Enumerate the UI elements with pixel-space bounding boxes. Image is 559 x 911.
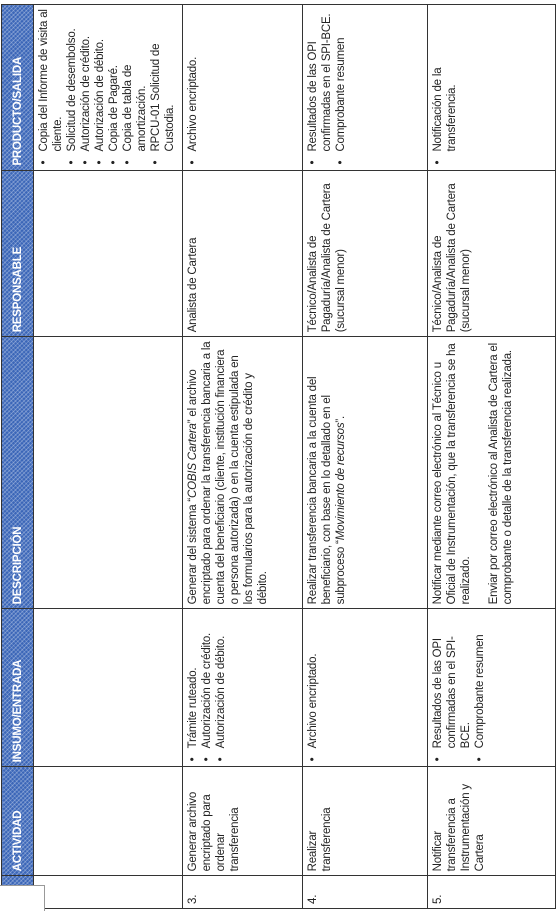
list-item: • Archivo encriptado.	[306, 613, 320, 750]
header-row	[2, 5, 34, 909]
header-actividad: ACTIVIDAD	[2, 767, 34, 876]
header-insumo: INSUMO/ENTRADA	[2, 609, 34, 767]
header-producto: PRODUCTO/SALIDA	[2, 5, 34, 171]
desc-text: Generar del sistema “	[186, 497, 199, 605]
desc-text: Realizar transferencia bancaria a la cuenta del beneficiario, con base en lo detallado en el subproceso “	[307, 376, 348, 605]
cell-producto	[34, 5, 183, 171]
cell-insumo	[303, 609, 427, 767]
cell-no: 5.	[427, 876, 556, 909]
producto-list	[37, 9, 177, 166]
producto-list	[306, 9, 348, 166]
cell-actividad	[34, 767, 183, 876]
list-item: • Resultados de las OPI confirmadas en el SPI-BCE.	[306, 9, 334, 154]
insumo-list	[431, 613, 487, 762]
list-item: • Notificación de la transferencia.	[431, 9, 459, 154]
cell-producto	[427, 5, 556, 171]
cell-insumo	[34, 609, 183, 767]
list-item: • Copia de tabla de amortización.	[121, 9, 149, 154]
table-row	[427, 5, 556, 909]
page-corner-box	[0, 885, 45, 911]
desc-paragraph: Enviar por correo electrónico al Analista de Cartera el comprobante o detalle de la transferencia realizada.	[487, 343, 514, 605]
table-row	[182, 5, 302, 909]
list-item: • RPCU-01 Solicitud de Custodia.	[149, 9, 177, 154]
list-item: • Autorización de débito.	[214, 613, 228, 750]
producto-list	[186, 9, 200, 166]
cell-no	[34, 876, 183, 909]
list-item: • Trámite ruteado.	[186, 613, 200, 750]
cell-responsable	[34, 170, 183, 337]
list-item: • Autorización de crédito.	[200, 613, 214, 750]
list-item: • Resultados de las OPI confirmadas en el SPI-BCE.	[431, 613, 473, 750]
cell-insumo	[182, 609, 302, 767]
list-item: • Autorización de débito.	[93, 9, 107, 154]
desc-text: ” el archivo encriptado para ordenar la transferencia bancaria a la cuenta del beneficiario (cliente, institución financiera o persona autorizada) o en la cuenta estipulada en los formularios para la autorización de crédito y débito.	[186, 341, 269, 605]
desc-emphasis: Movimiento de recursos	[335, 422, 348, 541]
list-item: • Autorización de crédito.	[79, 9, 93, 154]
cell-producto	[303, 5, 427, 171]
cell-actividad: Realizar transferencia	[303, 767, 427, 876]
cell-descripcion	[34, 337, 183, 609]
list-item: • Copia de Pagaré.	[107, 9, 121, 154]
insumo-list	[186, 613, 228, 762]
process-table	[1, 4, 556, 909]
table-row	[303, 5, 427, 909]
cell-descripcion	[303, 337, 427, 609]
producto-list	[431, 9, 459, 166]
cell-responsable: Técnico/Analista de Pagaduría/Analista de Cartera (sucursal menor)	[427, 170, 556, 337]
cell-no: 3.	[182, 876, 302, 909]
desc-paragraph: Notificar mediante correo electrónico al Técnico u Oficial de Instrumentación, que la transferencia se ha realizado.	[431, 343, 472, 605]
cell-descripcion	[182, 337, 302, 609]
cell-actividad: Notificar transferencia a Instrumentación y Cartera	[427, 767, 556, 876]
cell-responsable: Técnico/Analista de Pagaduría/Analista de Cartera (sucursal menor)	[303, 170, 427, 337]
cell-no: 4.	[303, 876, 427, 909]
table-row	[34, 5, 183, 909]
desc-emphasis: COBIS Cartera	[186, 423, 199, 498]
header-responsable: RESPONSABLE	[2, 170, 34, 337]
list-item: • Comprobante resumen	[473, 613, 487, 750]
list-item: • Archivo encriptado.	[186, 9, 200, 154]
insumo-list	[306, 613, 320, 762]
cell-insumo	[427, 609, 556, 767]
cell-actividad: Generar archivo encriptado para ordenar transferencia	[182, 767, 302, 876]
list-item: • Comprobante resumen	[334, 9, 348, 154]
header-descripcion: DESCRIPCIÓN	[2, 337, 34, 609]
list-item: • Copia del Informe de visita al cliente.	[37, 9, 65, 154]
list-item: • Solicitud de desembolso.	[65, 9, 79, 154]
cell-producto	[182, 5, 302, 171]
desc-text: ”.	[335, 415, 348, 423]
cell-descripcion	[427, 337, 556, 609]
cell-responsable: Analista de Cartera	[182, 170, 302, 337]
